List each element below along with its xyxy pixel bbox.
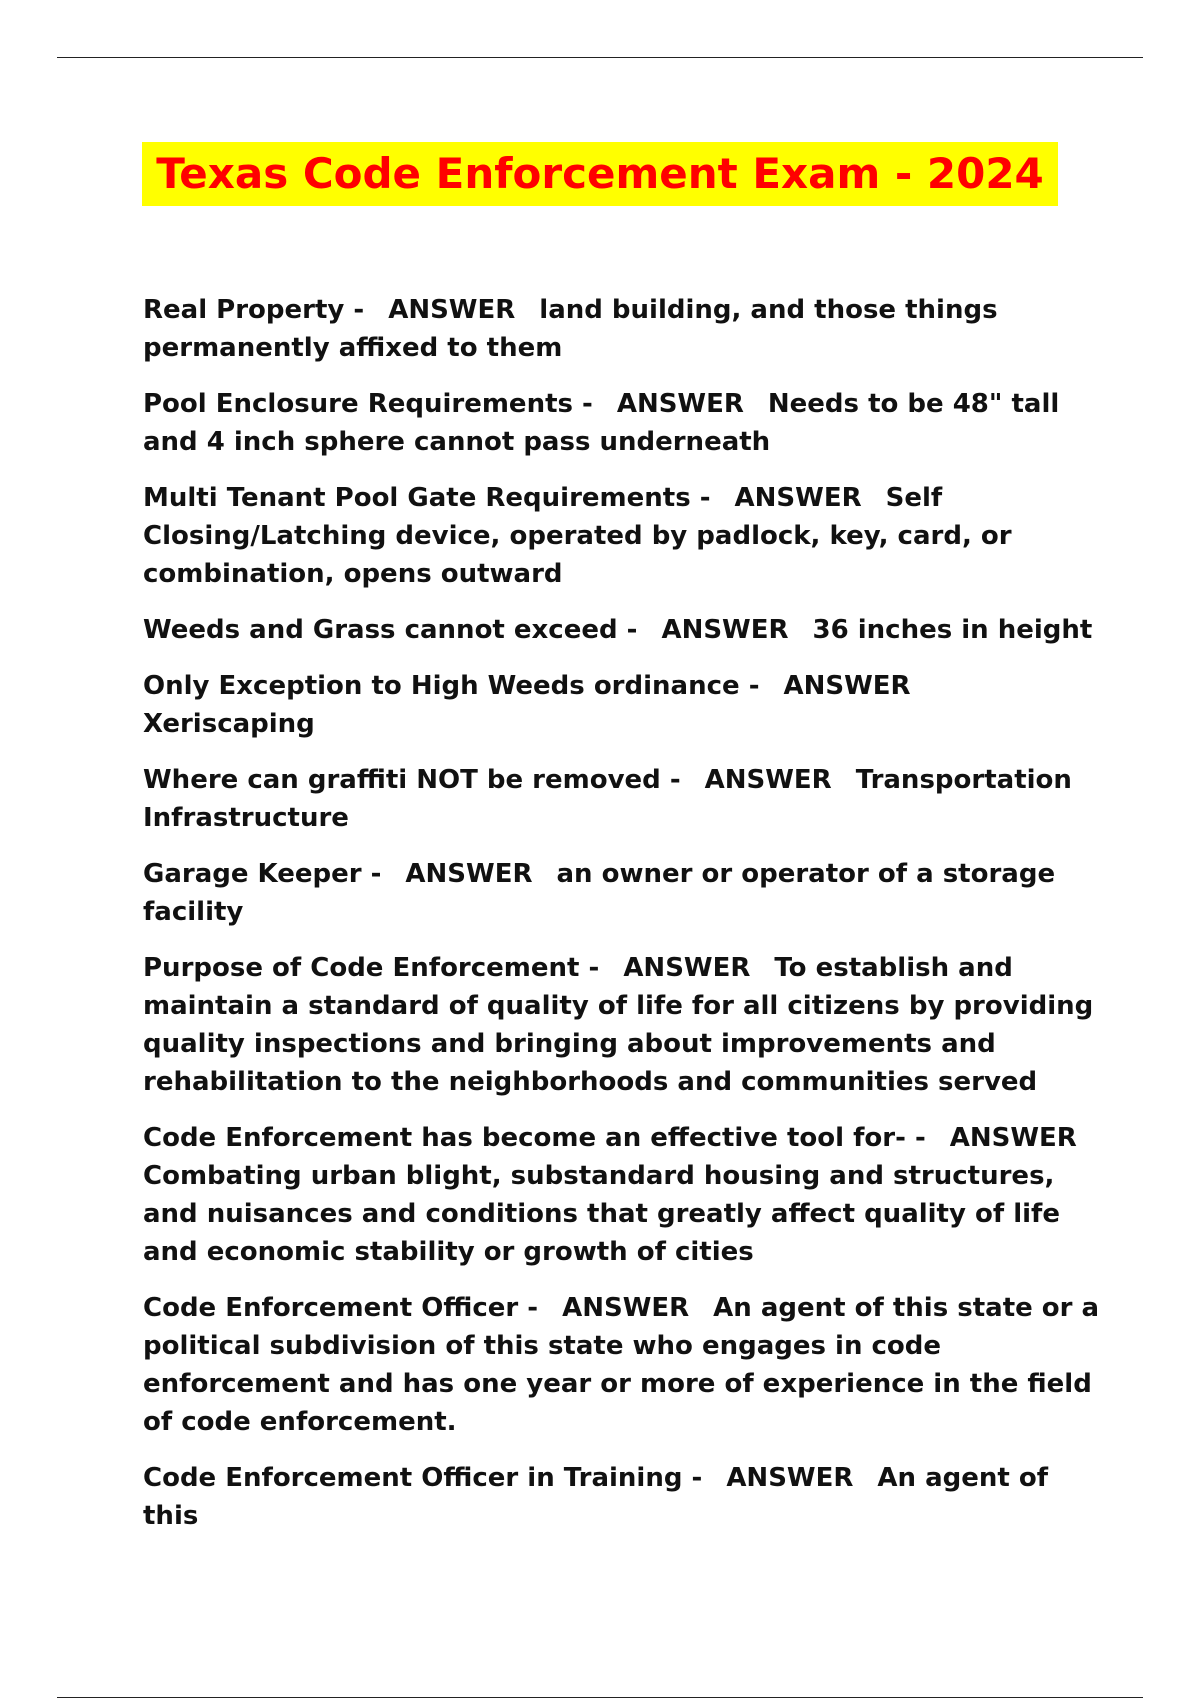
question-text: Only Exception to High Weeds ordinance -	[143, 671, 760, 701]
answer-label: ANSWER	[616, 389, 744, 419]
qa-item	[143, 1459, 1103, 1535]
answer-label: ANSWER	[661, 615, 789, 645]
question-text: Multi Tenant Pool Gate Requirements -	[143, 483, 711, 513]
question-text: Where can graffiti NOT be removed -	[143, 765, 681, 795]
question-text: Code Enforcement has become an effective tool for- -	[143, 1123, 926, 1153]
title-container	[0, 142, 1200, 206]
answer-label: ANSWER	[783, 671, 911, 701]
qa-item	[143, 1119, 1103, 1271]
answer-text: Combating urban blight, substandard housing and structures, and nuisances and conditions that greatly affect quality of life and economic stability or growth of cities	[143, 1161, 1060, 1267]
question-text: Garage Keeper -	[143, 859, 381, 889]
question-text: Code Enforcement Officer in Training -	[143, 1463, 702, 1493]
qa-item	[143, 855, 1103, 931]
answer-text: land building, and those things permanently affixed to them	[143, 295, 998, 363]
answer-label: ANSWER	[623, 953, 751, 983]
answer-label: ANSWER	[704, 765, 832, 795]
qa-list	[143, 291, 1103, 1553]
answer-label: ANSWER	[734, 483, 862, 513]
question-text: Weeds and Grass cannot exceed -	[143, 615, 637, 645]
answer-label: ANSWER	[405, 859, 533, 889]
answer-label: ANSWER	[726, 1463, 854, 1493]
qa-item	[143, 385, 1103, 461]
qa-item	[143, 291, 1103, 367]
answer-text: To establish and maintain a standard of quality of life for all citizens by providing quality inspections and bringing about improvements and rehabilitation to the neighborhoods and communities served	[143, 953, 1094, 1097]
question-text: Real Property -	[143, 295, 364, 325]
bottom-divider	[57, 1697, 1143, 1698]
answer-label: ANSWER	[388, 295, 516, 325]
answer-text: Needs to be 48" tall and 4 inch sphere cannot pass underneath	[143, 389, 1060, 457]
qa-item	[143, 479, 1103, 593]
document-title: Texas Code Enforcement Exam - 2024	[142, 142, 1058, 206]
answer-text: An agent of this state or a political subdivision of this state who engages in code enforcement and has one year or more of experience in the field of code enforcement.	[143, 1293, 1100, 1437]
answer-text: Transportation Infrastructure	[143, 765, 1072, 833]
answer-label: ANSWER	[562, 1293, 690, 1323]
top-divider	[57, 57, 1143, 58]
answer-text: 36 inches in height	[812, 615, 1093, 645]
answer-text: An agent of this	[143, 1463, 1049, 1531]
answer-text: an owner or operator of a storage facility	[143, 859, 1056, 927]
qa-item	[143, 1289, 1103, 1441]
answer-label: ANSWER	[949, 1123, 1077, 1153]
qa-item	[143, 611, 1103, 649]
answer-text: Self Closing/Latching device, operated by padlock, key, card, or combination, opens outward	[143, 483, 1012, 589]
question-text: Code Enforcement Officer -	[143, 1293, 538, 1323]
answer-text: Xeriscaping	[143, 709, 315, 739]
qa-item	[143, 667, 1103, 743]
question-text: Pool Enclosure Requirements -	[143, 389, 593, 419]
qa-item	[143, 761, 1103, 837]
qa-item	[143, 949, 1103, 1101]
question-text: Purpose of Code Enforcement -	[143, 953, 599, 983]
